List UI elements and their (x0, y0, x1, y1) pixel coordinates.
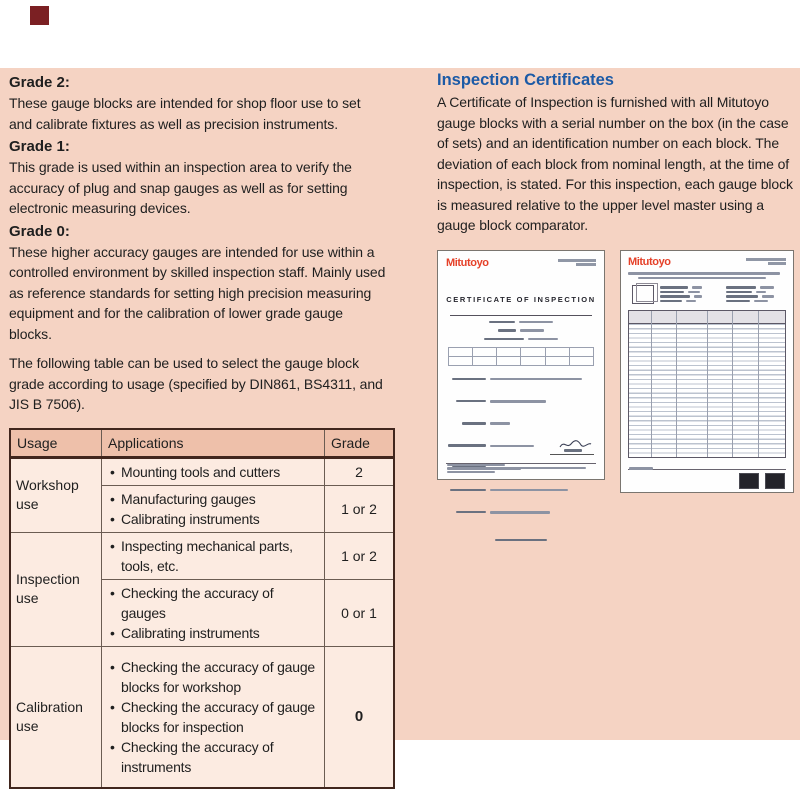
accreditation-stamp-icon (765, 473, 785, 489)
fine-print-line (446, 481, 596, 499)
measurement-data-table (628, 310, 786, 458)
inspection-certificates-heading: Inspection Certificates (437, 71, 614, 89)
grade-2-heading: Grade 2: (9, 74, 70, 91)
note-fine-print (628, 272, 786, 281)
table-header-row (10, 429, 394, 458)
fine-print-line (446, 415, 596, 433)
grade-cell: 0 (325, 646, 395, 788)
usage-cell-inspection: Inspection use (10, 532, 102, 646)
fine-print-line (446, 336, 596, 341)
footer-fine-print (447, 463, 521, 474)
application-item: • Manufacturing gauges (110, 489, 320, 509)
table-column-line (651, 311, 652, 457)
grade-usage-table (9, 428, 395, 790)
header-usage: Usage (10, 429, 102, 458)
divider-line (450, 315, 592, 316)
table-row (10, 532, 394, 579)
certificate-title: CERTIFICATE OF INSPECTION (446, 294, 596, 304)
application-item: • Checking the accuracy of instruments (110, 737, 320, 777)
table-column-line (707, 311, 708, 457)
specification-fine-print (660, 285, 720, 304)
application-item: • Calibrating instruments (110, 509, 320, 529)
grade-cell: 2 (325, 457, 395, 485)
grade-0-heading: Grade 0: (9, 222, 70, 240)
mitutoyo-logo: Mitutoyo (446, 256, 489, 269)
certificate-thumbnails (437, 250, 797, 493)
table-column-line (676, 311, 677, 457)
accreditation-stamp-icon (739, 473, 759, 489)
usage-cell-workshop: Workshop use (10, 457, 102, 532)
grade-cell: 1 or 2 (325, 532, 395, 579)
fine-print-line (446, 503, 596, 521)
header-applications: Applications (102, 429, 325, 458)
left-column (9, 70, 387, 789)
certificate-header (628, 257, 786, 268)
fine-print-line (446, 392, 596, 410)
fine-print-line (446, 370, 596, 388)
header-grade: Grade (325, 429, 395, 458)
page-content-band (0, 68, 800, 775)
certificate-date-line (446, 531, 596, 549)
application-item: • Calibrating instruments (110, 623, 320, 643)
application-item: • Checking the accuracy of gauge blocks for workshop (110, 657, 320, 697)
grade-1-paragraph: This grade is used within an inspection area to verify the accuracy of plug and snap gauges as well as for setting electronic measuring devices. (9, 159, 352, 216)
grade-cell: 0 or 1 (325, 579, 395, 646)
grade-cell: 1 or 2 (325, 485, 395, 532)
gauge-block-diagram-row (628, 285, 786, 304)
application-item: • Checking the accuracy of gauges (110, 583, 320, 623)
certificate-of-inspection-image (437, 250, 605, 480)
table-column-line (758, 311, 759, 457)
mitutoyo-logo: Mitutoyo (628, 255, 671, 268)
usage-cell-calibration: Calibration use (10, 646, 102, 788)
certificate-number-lines (746, 257, 786, 265)
specification-fine-print (726, 285, 786, 304)
application-item: • Checking the accuracy of gauge blocks for inspection (110, 697, 320, 737)
table-row (10, 646, 394, 788)
inspection-certificates-paragraph: A Certificate of Inspection is furnished with all Mitutoyo gauge blocks with a serial number on the box (in the case of sets) and an identification number on each block. The deviation of each block from nominal length, at the time of inspection, is stated. For this inspection, each gauge block is measured relative to the upper level master using a gauge block comparator. (437, 94, 793, 233)
page-corner-marker (30, 6, 49, 25)
certificate-header (446, 258, 596, 269)
deviation-mini-table (448, 347, 594, 366)
fine-print-line (564, 442, 582, 460)
gauge-block-diagram-icon (632, 285, 654, 304)
application-item: • Inspecting mechanical parts, tools, etc. (110, 536, 320, 576)
fine-print-line (446, 328, 596, 333)
grade-0-paragraph: These higher accuracy gauges are intended for use within a controlled environment by skilled inspection staff. Mainly used as reference standards for setting high precision measuring equipment and for the calibration of lower grade gauge blocks. (9, 243, 386, 342)
inspection-data-sheet-image (620, 250, 794, 493)
grade-2-paragraph: These gauge blocks are intended for shop floor use to set and calibrate fixtures as well as precision instruments. (9, 95, 361, 132)
grade-1-heading: Grade 1: (9, 138, 70, 155)
certificate-number-lines (558, 258, 596, 266)
application-item: • Mounting tools and cutters (110, 462, 320, 482)
table-column-line (732, 311, 733, 457)
footer-fine-print (629, 460, 653, 478)
right-column (437, 68, 797, 493)
table-row (10, 457, 394, 485)
fine-print-line (446, 319, 596, 324)
table-intro-paragraph: The following table can be used to select the gauge block grade according to usage (specified by DIN861, BS4311, and JIS B 7506). (9, 355, 383, 412)
